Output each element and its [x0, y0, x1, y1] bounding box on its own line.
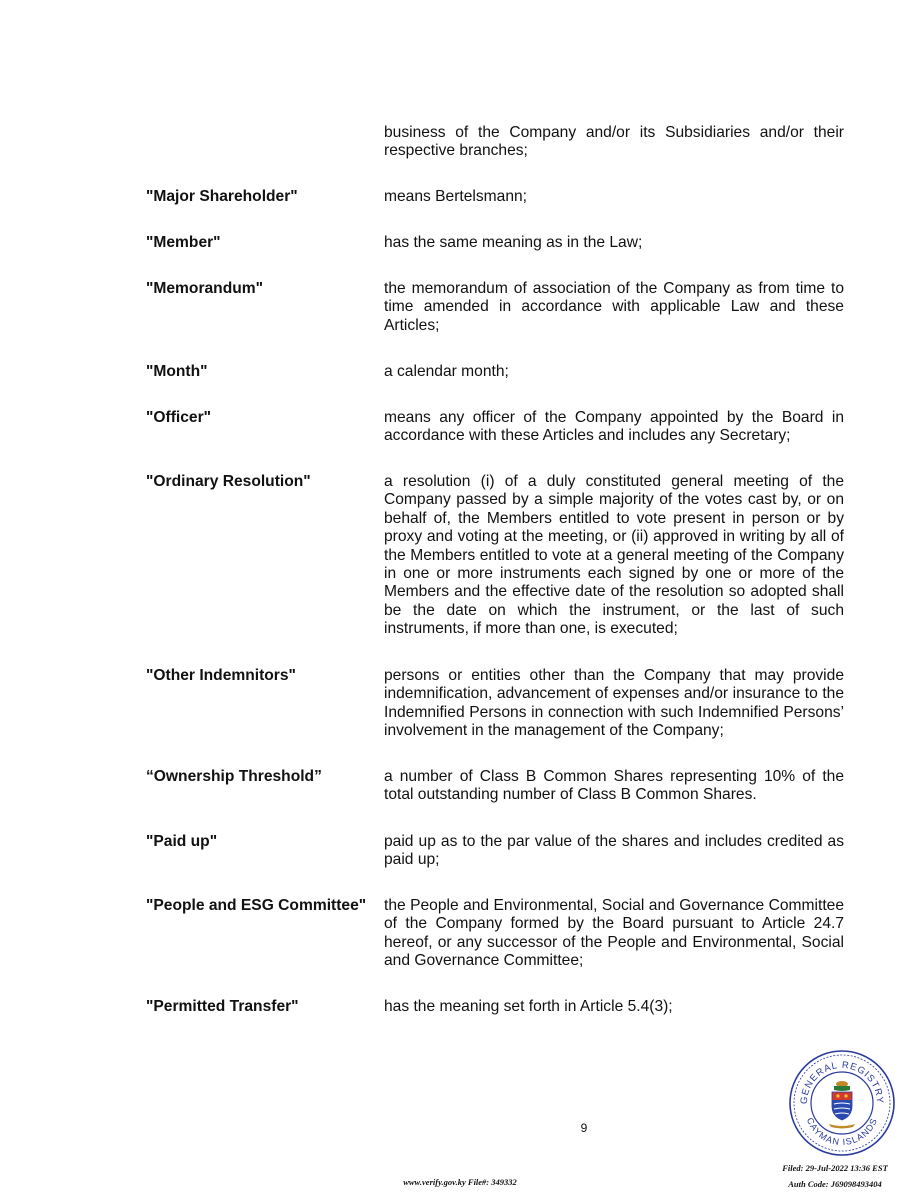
filing-stamp: [760, 1160, 910, 1192]
definition-term: "Memorandum": [146, 280, 264, 297]
definition-text: means any officer of the Company appointed by the Board in accordance with these Articles and includes any Secretary;: [384, 409, 844, 445]
definition-term: "Member": [146, 234, 221, 251]
footer-file-reference: www.verify.gov.ky File#: 349332: [403, 1177, 517, 1187]
definition-term: "Major Shareholder": [146, 188, 298, 205]
definition-text: has the meaning set forth in Article 5.4(3);: [384, 998, 673, 1015]
definition-text: the People and Environmental, Social and Governance Committee of the Company formed by the Board pursuant to Article 24.7 hereof, or any successor of the People and Environmental, Social and Governance Committee;: [384, 897, 844, 970]
filed-date: Filed: 29-Jul-2022 13:36 EST: [782, 1163, 888, 1173]
definition-term: "Ordinary Resolution": [146, 473, 311, 490]
definition-text: a number of Class B Common Shares representing 10% of the total outstanding number of Class B Common Shares.: [384, 768, 844, 804]
definition-term: "People and ESG Committee": [146, 897, 367, 914]
seal-top-text: GENERAL REGISTRY: [798, 1059, 886, 1105]
page-number: 9: [580, 1121, 588, 1135]
definition-text: a calendar month;: [384, 363, 509, 380]
definition-term: “Ownership Threshold”: [146, 768, 322, 785]
definition-text: has the same meaning as in the Law;: [384, 234, 643, 251]
definition-term: "Permitted Transfer": [146, 998, 299, 1015]
definition-term: "Month": [146, 363, 208, 380]
definition-term: "Paid up": [146, 833, 218, 850]
definition-term: "Other Indemnitors": [146, 667, 296, 684]
definition-text: means Bertelsmann;: [384, 188, 528, 205]
definition-text: the memorandum of association of the Company as from time to time amended in accordance with applicable Law and these Articles;: [384, 280, 844, 334]
auth-code: Auth Code: J69098493404: [788, 1179, 882, 1189]
definition-text: a resolution (i) of a duly constituted general meeting of the Company passed by a simple majority of the votes cast by, or on behalf of, the Members entitled to vote present in person or by proxy and voting at the meeting, or (ii) approved in writing by all of the Members entitled to vote at a general meeting of the Company in one or more instruments each signed by one or more of the Members and the effective date of the resolution so adopted shall be the date on which the instrument, or the last of such instruments, if more than one, is executed;: [384, 473, 844, 638]
general-registry-seal: [787, 1048, 897, 1158]
definition-text: persons or entities other than the Company that may provide indemnification, advancement of expenses and/or insurance to the Indemnified Persons in connection with such Indemnified Persons’ involvement in the management of the Company;: [384, 667, 844, 740]
definition-text: paid up as to the par value of the shares and includes credited as paid up;: [384, 833, 844, 869]
definition-term: "Officer": [146, 409, 212, 426]
continuation-text: business of the Company and/or its Subsidiaries and/or their respective branches;: [384, 124, 844, 160]
seal-bottom-text: CAYMAN ISLANDS: [804, 1116, 880, 1148]
coat-of-arms-icon: [829, 1081, 855, 1129]
